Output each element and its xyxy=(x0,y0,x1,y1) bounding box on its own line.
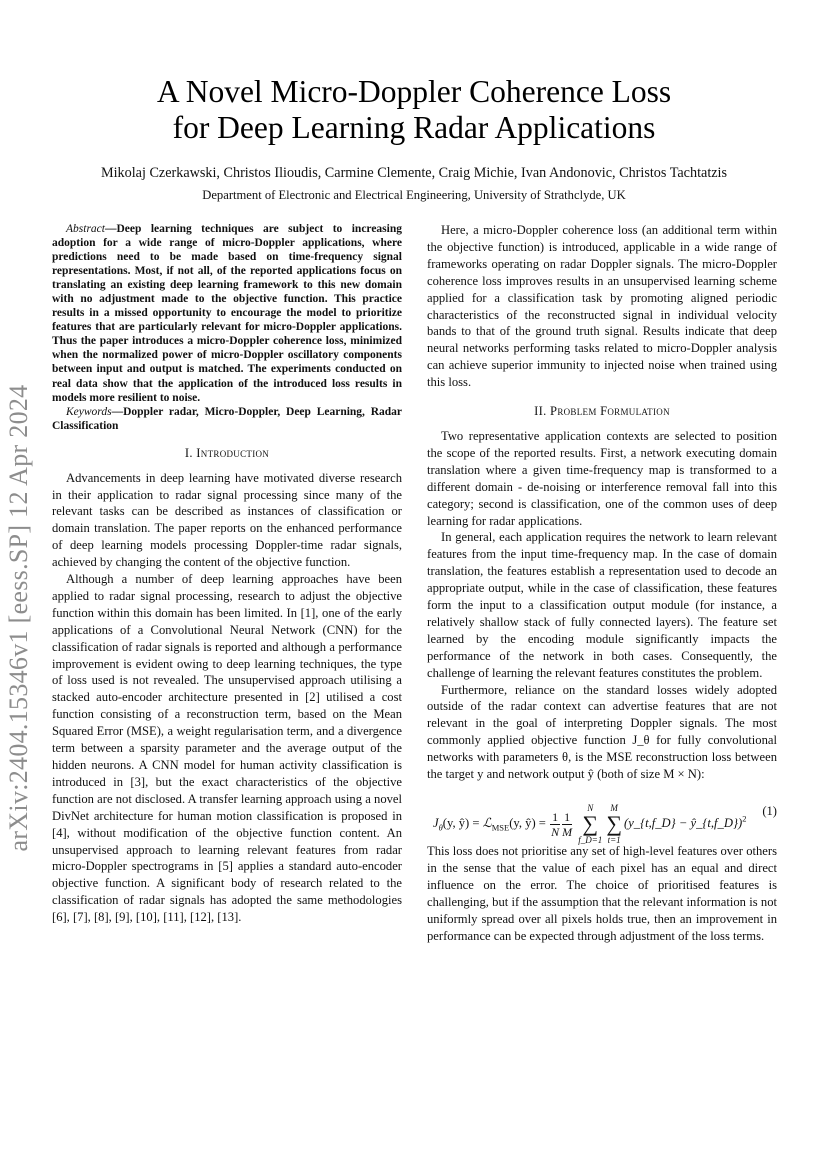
title-line-2: for Deep Learning Radar Applications xyxy=(172,110,656,145)
eq-loss-sub: MSE xyxy=(491,822,510,833)
equation-number: (1) xyxy=(762,804,777,818)
eq-term: (y_{t,f_D} − ŷ_{t,f_D}) xyxy=(624,815,743,830)
eq-frac-1 xyxy=(550,810,560,839)
abstract xyxy=(52,222,402,405)
right-column xyxy=(427,222,777,944)
equation-mse-loss xyxy=(427,789,777,845)
eq-power: 2 xyxy=(742,813,747,824)
eq-args: (y, ŷ) = xyxy=(442,815,483,830)
section-heading-introduction: I. Introduction xyxy=(184,445,270,460)
after-equation-paragraph: This loss does not prioritise any set of high-level features over others in the sense that the value of each pixel has an equal and direct influence on the error. The choice of prioritised features is challenging, but if the assumption that the relevant information is not uniformly spread over all pixels holds true, then an improvement in performance can be expected through adjustment of the loss terms. xyxy=(427,844,777,943)
eq-frac-1-num: 1 xyxy=(552,809,559,824)
abstract-label: Abstract xyxy=(66,223,105,235)
eq-sum-1-top: N xyxy=(587,803,594,813)
keywords-dash: — xyxy=(111,405,124,418)
eq-loss: ℒ xyxy=(482,815,492,830)
eq-sum-1-bottom: f_D=1 xyxy=(578,835,603,845)
eq-lhs-sub: θ xyxy=(438,822,443,833)
keywords xyxy=(52,405,402,433)
problem-paragraph-3: Furthermore, reliance on the standard losses widely adopted outside of the radar context can advertise features that are not relevant in the goal of interpreting Doppler signals. The most commonly applied objective function J_θ for fully convolutional networks with parameters θ, is the MSE reconstruction loss between the target y and network output ŷ (both of size M × N): xyxy=(427,682,777,782)
eq-sum-1: N ∑ f_D=1 xyxy=(578,803,603,845)
left-column xyxy=(52,222,402,926)
eq-frac-2-den: M xyxy=(562,824,573,839)
paper-title xyxy=(0,74,828,146)
affiliation: Department of Electronic and Electrical Engineering, University of Strathclyde, UK xyxy=(202,188,626,202)
equation-body xyxy=(433,803,746,845)
keywords-text: Doppler radar, Micro-Doppler, Deep Learning, Radar Classification xyxy=(52,405,402,432)
eq-frac-2 xyxy=(562,810,572,839)
eq-sum-2-top: M xyxy=(610,803,618,813)
eq-frac-1-den: N xyxy=(551,824,560,839)
eq-sum-2: M ∑ t=1 xyxy=(606,803,622,845)
intro-paragraph-2: Although a number of deep learning approaches have been applied to radar signal processing, research to adjust the objective function within this domain has been limited. In [1], one of the early applications of a Convolutional Neural Network (CNN) for the classification of radar signals is reported and although a performance improvement is evident owing to deep learning techniques, the type of loss used is not revealed. The unsupervised approach utilising a stacked auto-encoder architecture presented in [2] utilised a cost function consisting of a reconstruction term, based on the Mean Squared Error (MSE), a weight regularisation term, and a divergence term between a sparsity parameter and the average output of the hidden neurons. A CNN model for human activity classification is introduced in [3], but the exact characteristics of the objective function are not disclosed. A transfer learning approach using a novel DivNet architecture for human motion classification is proposed in [4], without modification of the objective function content. An unsupervised approach to learning relevant features from radar micro-Doppler spectrograms in [5] applies a standard auto-encoder objective function. A significant body of research related to the classification of radar signals has adopted the same methodologies [6], [7], [8], [9], [10], [11], [12], [13]. xyxy=(52,572,402,925)
eq-frac-2-num: 1 xyxy=(564,809,571,824)
intro-paragraph-3: Here, a micro-Doppler coherence loss (an additional term within the objective function) is introduced, applicable in a wide range of frameworks operating on radar Doppler signals. The micro-Doppler coherence loss improves results in an unsupervised learning scheme applied for a classification task by promoting aligned periodic characteristics of the reconstructed signal in individual velocity bands to that of the ground truth signal. Results indicate that deep neural networks performing tasks related to micro-Doppler analysis can achieve superior immunity to injected noise when trained using this loss. xyxy=(427,223,777,390)
eq-sum-2-bottom: t=1 xyxy=(607,835,621,845)
arxiv-identifier: arXiv:2404.15346v1 [eess.SP] 12 Apr 2024 xyxy=(4,384,33,852)
problem-paragraph-1: Two representative application contexts are selected to position the scope of the reported results. First, a network executing domain translation where a given time-frequency map is transformed to a different domain - de-noising or interference removal fall into this category; second is classification, one of the common uses of deep learning for radar applications. xyxy=(427,428,777,528)
title-line-1: A Novel Micro-Doppler Coherence Loss xyxy=(156,74,672,109)
abstract-text: Deep learning techniques are subject to increasing adoption for a wide range of micro-Doppler applications, where predictions need to be made based on time-frequency signal representations. Most, if not all, of the reported applications focus on translating an existing deep learning framework to this new domain with no adjustment made to the objective function. This practice results in a missed opportunity to encourage the model to prioritize features that are particularly relevant for micro-Doppler applications. Thus the paper introduces a micro-Doppler coherence loss, minimized when the normalized power of micro-Doppler oscillatory components between input and output is matched. The experiments conducted on real data show that the application of the introduced loss results in models more resilient to noise. xyxy=(52,223,402,404)
eq-lhs: J xyxy=(433,815,439,830)
section-heading-problem-formulation: II. Problem Formulation xyxy=(534,404,670,419)
abstract-dash: — xyxy=(104,223,117,235)
keywords-label: Keywords xyxy=(66,405,112,418)
arxiv-side-stamp xyxy=(4,384,34,888)
eq-loss-args: (y, ŷ) = xyxy=(509,815,546,830)
author-list: Mikolaj Czerkawski, Christos Ilioudis, Carmine Clemente, Craig Michie, Ivan Andonovic, Christos Tachtatzis xyxy=(100,165,728,181)
problem-paragraph-2: In general, each application requires the network to learn relevant features from the input time-frequency map. In the case of domain translation, the features establish a representation used to decode an appropriate output, while in the case of classification, these features form the input to a classification output module (for instance, a relatively shallow stack of fully connected layers). The feature set learned by the encoding module significantly impacts the performance of the network in both cases. Consequently, the challenge of learning the relevant features constitutes the problem. xyxy=(427,530,777,680)
intro-paragraph-1: Advancements in deep learning have motivated diverse research in their application to radar signal processing since many of the relevant tasks can be described as instances of classification or domain translation. The paper reports on the enhanced performance of deep learning models processing Doppler-time radar signals, achieved by changing the content of the objective function. xyxy=(52,470,402,570)
